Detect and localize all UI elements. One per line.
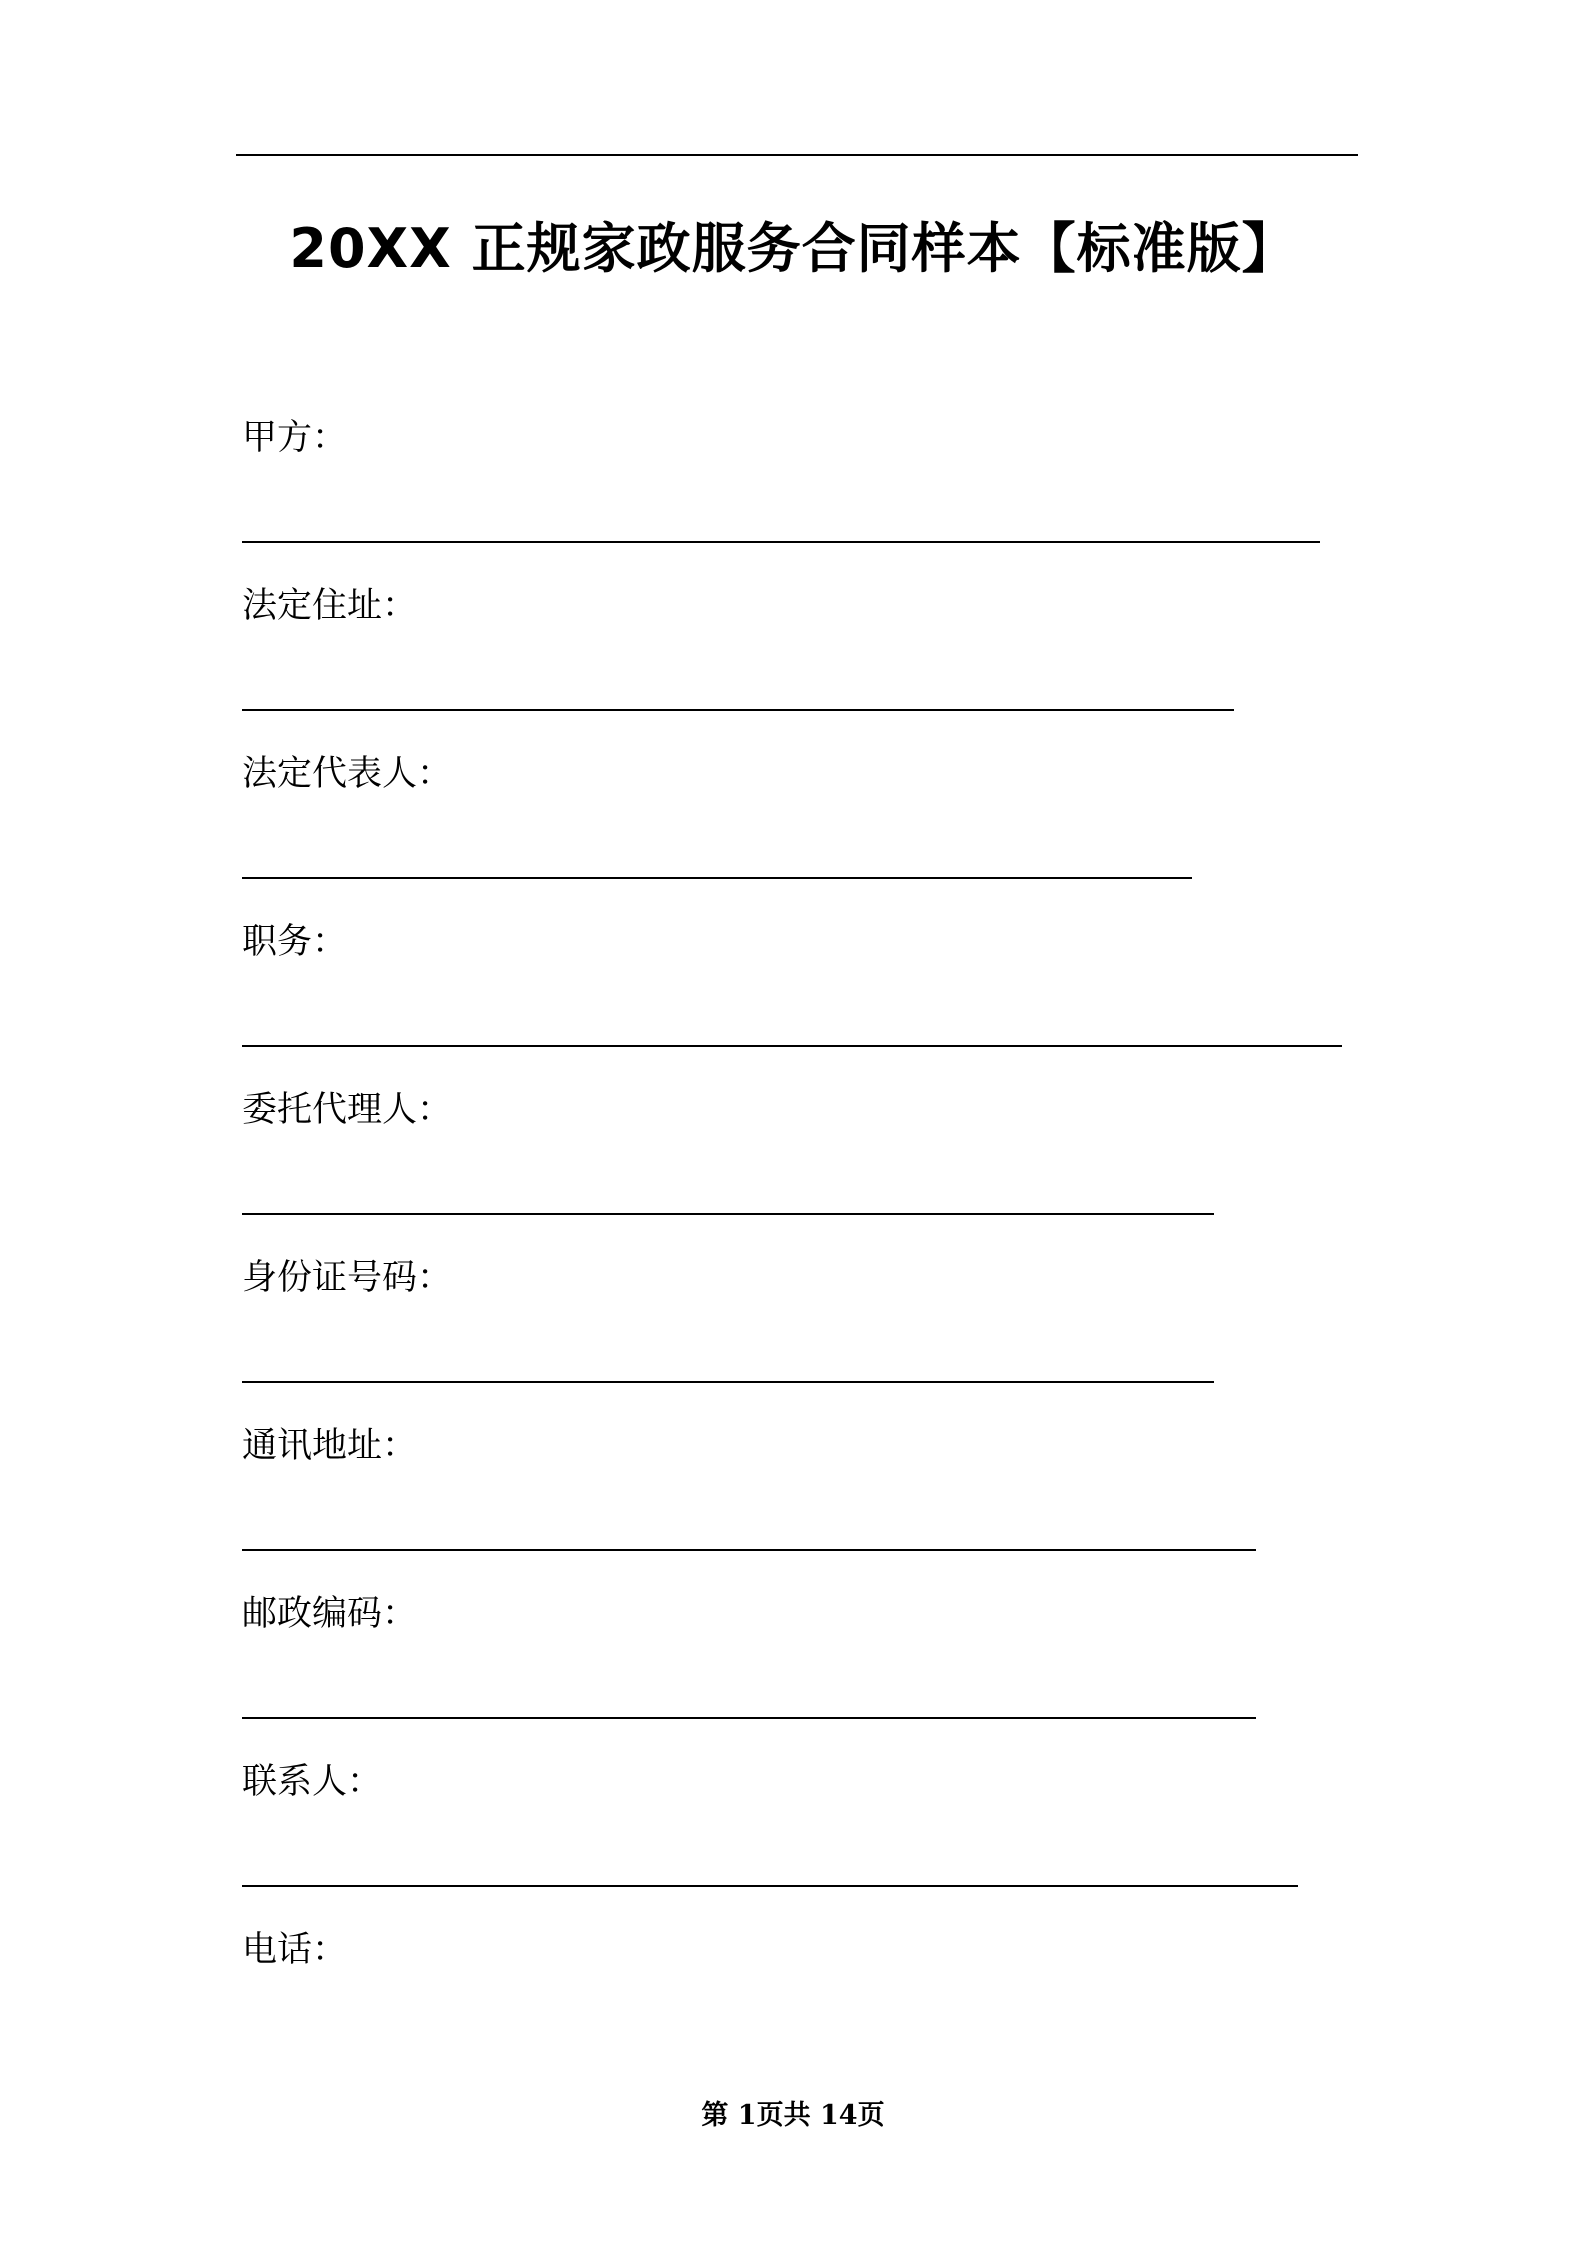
document-title: 20XX 正规家政服务合同样本【标准版】 — [289, 217, 1297, 280]
fill-in-line-id-number — [242, 1381, 1214, 1383]
field-label-postal-code: 邮政编码： — [242, 1594, 418, 1634]
fill-in-line-legal-representative — [242, 877, 1192, 879]
fill-in-line-contact-person — [242, 1885, 1298, 1887]
fill-in-line-position — [242, 1045, 1342, 1047]
page-number-footer: 第 1页共 14页 — [701, 2100, 885, 2131]
field-label-mailing-address: 通讯地址： — [242, 1426, 418, 1466]
fill-in-line-postal-code — [242, 1717, 1256, 1719]
field-label-position: 职务： — [242, 922, 348, 962]
field-label-authorized-agent: 委托代理人： — [242, 1090, 453, 1130]
field-label-id-number: 身份证号码： — [242, 1258, 453, 1298]
fill-in-line-mailing-address — [242, 1549, 1256, 1551]
fill-in-line-authorized-agent — [242, 1213, 1214, 1215]
field-label-contact-person: 联系人： — [242, 1762, 383, 1802]
header-rule — [236, 154, 1358, 156]
field-label-party-a: 甲方： — [242, 418, 348, 458]
field-label-legal-address: 法定住址： — [242, 586, 418, 626]
fill-in-line-legal-address — [242, 709, 1234, 711]
field-label-legal-representative: 法定代表人： — [242, 754, 453, 794]
field-label-phone: 电话： — [242, 1930, 348, 1970]
fill-in-line-party-a — [242, 541, 1320, 543]
